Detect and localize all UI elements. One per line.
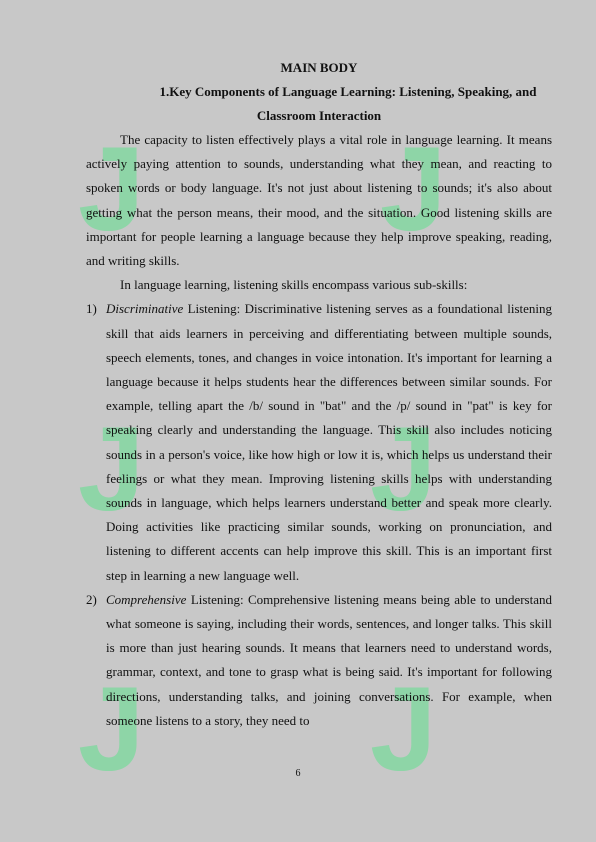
watermark-logo: J	[370, 662, 437, 796]
watermark-logo: J	[78, 662, 145, 796]
watermark-logo: J	[78, 122, 145, 256]
section-title-line2: Classroom Interaction	[256, 108, 382, 123]
list-number: 1)	[86, 301, 97, 317]
watermark-logo: J	[370, 402, 437, 536]
list-item-comprehensive	[86, 588, 552, 733]
list-term: Discriminative	[106, 301, 184, 317]
watermark-logo: J	[380, 122, 447, 256]
page-number: 6	[295, 768, 301, 779]
main-title: MAIN BODY	[280, 60, 358, 75]
list-text: Listening: Discriminative listening serves as a foundational listening skill that aids learners in perceiving and differentiating between multiple sounds, speech elements, tones, and changes in voice intonation. It's important for learning a language because it helps students hear the differences between similar sounds. For example, telling apart the /b/ sound in "bat" and the /p/ sound in "pat" is key for speaking clearly and understanding the language. This skill also includes noticing sounds in a person's voice, like how high or low it is, which helps us understand their feelings or what they mean. Improving listening skills helps with understanding sounds in language, which helps learners understand better and speak more clearly. Doing activities like practicing similar sounds, working on pronunciation, and listening to different accents can help improve this skill. This is an important first step in learning a new language well.	[106, 301, 552, 583]
list-term: Comprehensive	[106, 591, 187, 607]
paragraph-listening-intro: The capacity to listen effectively plays a vital role in language learning. It means actively paying attention to sounds, understanding what they mean, and reacting to spoken words or body language. It's not just about listening to sounds; it's also about getting what the person means, their mood, and the situation. Good listening skills are important for people learning a language because they help improve speaking, reading, and writing skills.	[86, 132, 552, 269]
list-number: 2)	[86, 591, 97, 607]
list-item-discriminative	[86, 297, 552, 587]
paragraph-subskills-intro: In language learning, listening skills encompass various sub-skills:	[120, 277, 468, 293]
list-text: Listening: Comprehensive listening means being able to understand what someone is saying, including their words, sentences, and longer talks. This skill is more than just hearing sounds. It means that learners need to understand words, grammar, context, and tone to grasp what is being said. It's important for following directions, understanding talks, and joining conversations. For example, when someone listens to a story, they need to	[106, 591, 552, 728]
subskills-list	[86, 297, 552, 733]
document-page	[86, 56, 552, 733]
section-title-line1: 1.Key Components of Language Learning: Listening, Speaking, and	[159, 84, 537, 99]
watermark-logo: J	[78, 402, 145, 536]
